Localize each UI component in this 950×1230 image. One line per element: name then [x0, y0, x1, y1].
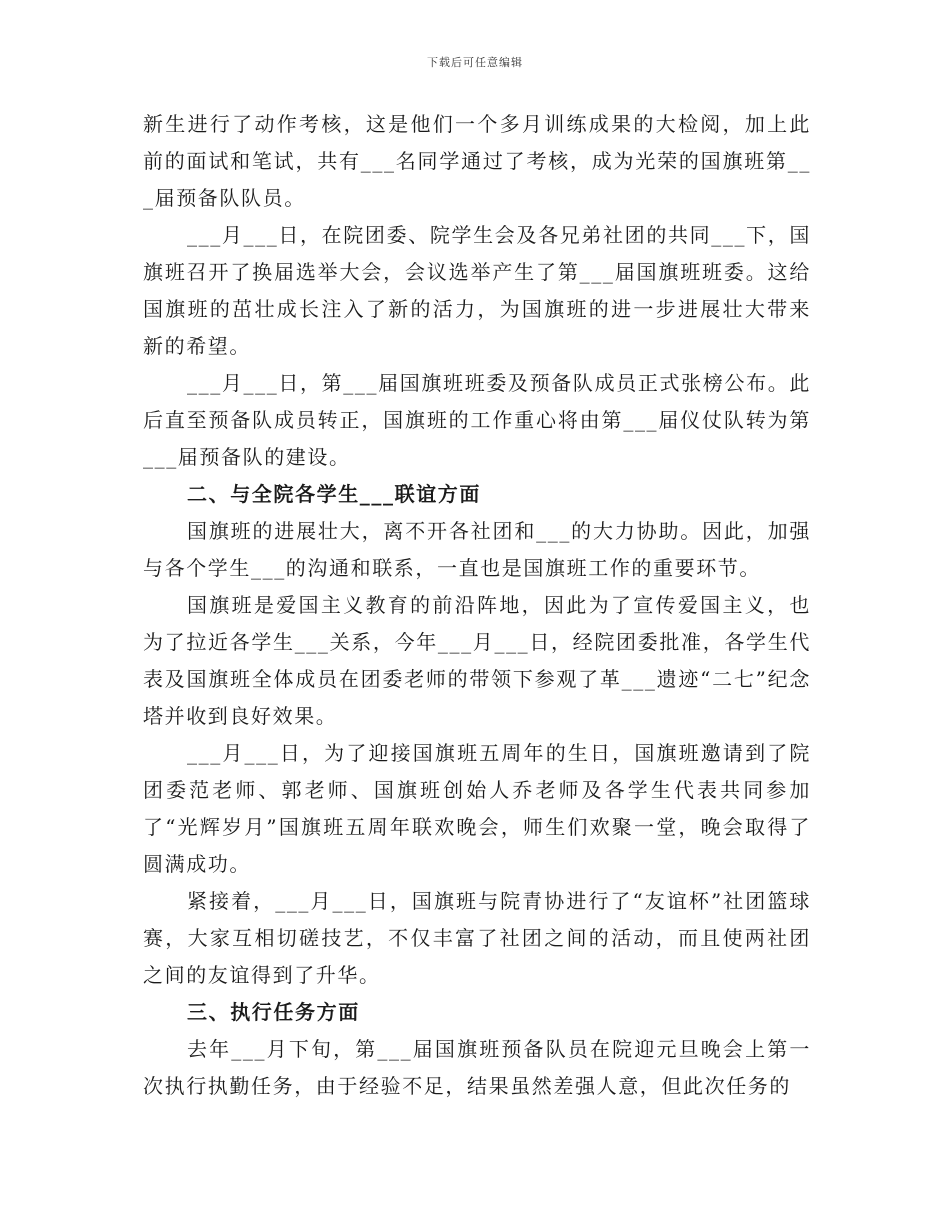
document-body	[143, 106, 811, 1105]
paragraph: ___月___日，为了迎接国旗班五周年的生日，国旗班邀请到了院团委范老师、郭老师、国旗班创始人乔老师及各学生代表共同参加了“光辉岁月”国旗班五周年联欢晚会，师生们欢聚一堂，晚会取得了圆满成功。	[143, 741, 811, 876]
paragraph: ___月___日，第___届国旗班班委及预备队成员正式张榜公布。此后直至预备队成员转正，国旗班的工作重心将由第___届仪仗队转为第___届预备队的建设。	[143, 371, 811, 469]
section-heading: 三、执行任务方面	[187, 1000, 360, 1024]
paragraph: 国旗班是爱国主义教育的前沿阵地，因此为了宣传爱国主义，也为了拉近各学生___关系，今年___月___日，经院团委批准，各学生代表及国旗班全体成员在团委老师的带领下参观了革___遗迹“二七”纪念塔并收到良好效果。	[143, 593, 811, 728]
page-header: 下载后可任意编辑	[427, 56, 523, 69]
section-heading: 二、与全院各学生___联谊方面	[187, 482, 481, 506]
paragraph: 去年___月下旬，第___届国旗班预备队员在院迎元旦晚会上第一次执行执勤任务，由于经验不足，结果虽然差强人意，但此次任务的	[143, 1037, 811, 1098]
paragraph: ___月___日，在院团委、院学生会及各兄弟社团的共同___下，国旗班召开了换届选举大会，会议选举产生了第___届国旗班班委。这给国旗班的茁壮成长注入了新的活力，为国旗班的进一步进展壮大带来新的希望。	[143, 223, 811, 358]
paragraph: 国旗班的进展壮大，离不开各社团和___的大力协助。因此，加强与各个学生___的沟通和联系，一直也是国旗班工作的重要环节。	[143, 519, 811, 580]
paragraph: 新生进行了动作考核，这是他们一个多月训练成果的大检阅，加上此前的面试和笔试，共有___名同学通过了考核，成为光荣的国旗班第___届预备队队员。	[143, 112, 811, 210]
paragraph: 紧接着，___月___日，国旗班与院青协进行了“友谊杯”社团篮球赛，大家互相切磋技艺，不仅丰富了社团之间的活动，而且使两社团之间的友谊得到了升华。	[143, 889, 811, 987]
